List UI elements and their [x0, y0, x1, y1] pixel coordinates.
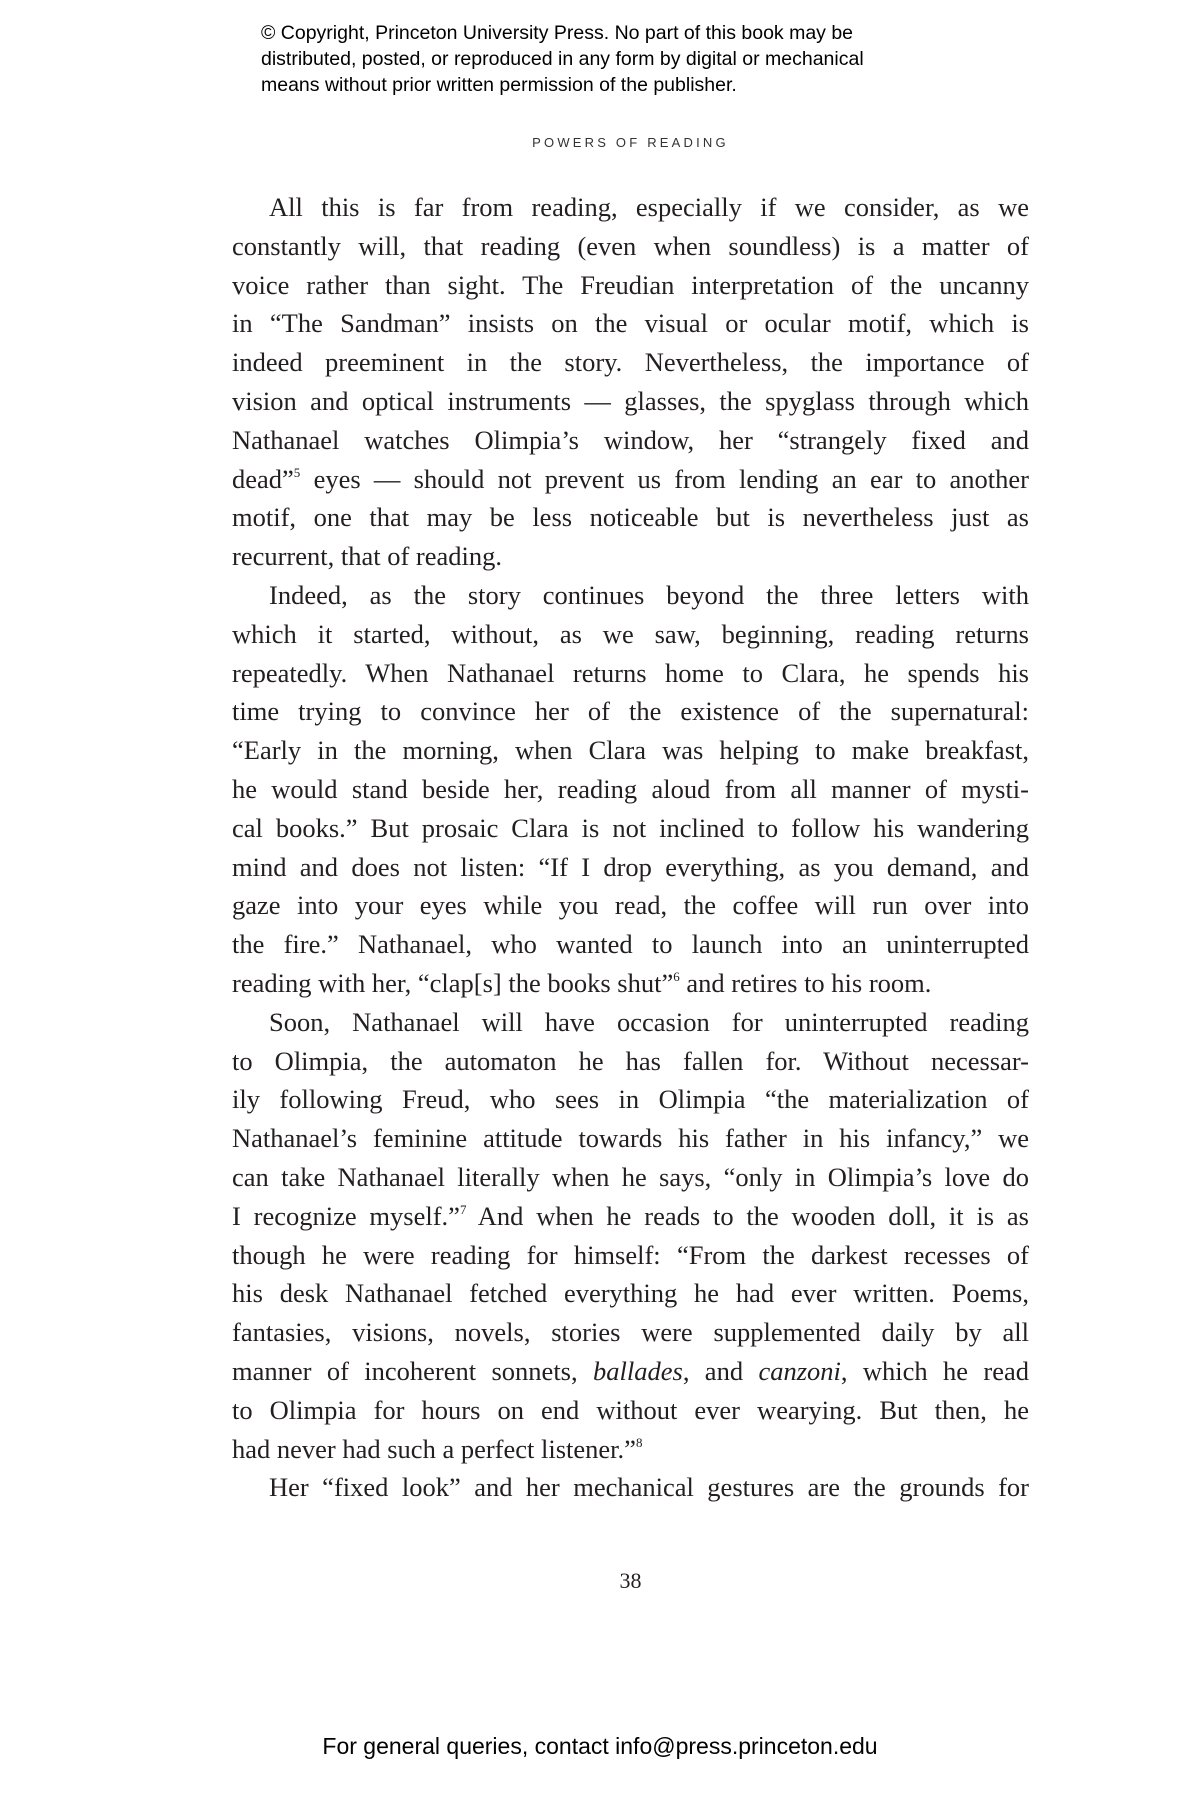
text-line: the fire.” Nathanael, who wanted to launch into an uninterrupted [232, 929, 1029, 960]
text-segment: I recognize myself.” [232, 1200, 460, 1231]
text-line: Nathanael watches Olimpia’s window, her “strangely fixed and [232, 424, 1029, 455]
text-line: though he were reading for himself: “From the darkest recesses of [232, 1239, 1029, 1270]
footnote-marker: 7 [459, 1201, 467, 1217]
text-line: he would stand beside her, reading aloud from all manner of mysti- [232, 773, 1029, 804]
text-line: can take Nathanael literally when he says, “only in Olimpia’s love do [232, 1161, 1029, 1192]
text-segment: manner of incoherent sonnets, [232, 1355, 578, 1386]
text-segment: reading with her, “clap[s] the books shut” [232, 967, 674, 998]
text-line: Nathanael’s feminine attitude towards his father in his infancy,” we [232, 1123, 1029, 1154]
text-segment: , and [682, 1355, 744, 1386]
text-line [232, 460, 1029, 499]
text-line: time trying to convince her of the existence of the supernatural: [232, 696, 1029, 727]
text-line: ily following Freud, who sees in Olimpia “the materialization of [232, 1084, 1029, 1115]
text-line [232, 1352, 1029, 1391]
text-line: in “The Sandman” insists on the visual or ocular motif, which is [232, 308, 1029, 339]
text-line: indeed preeminent in the story. Nevertheless, the importance of [232, 347, 1029, 378]
text-line: fantasies, visions, novels, stories were supplemented daily by all [232, 1317, 1029, 1348]
italic-term: canzoni [758, 1355, 841, 1386]
copyright-line: © Copyright, Princeton University Press. No part of this book may be [261, 22, 854, 44]
text-line: voice rather than sight. The Freudian interpretation of the uncanny [232, 269, 1029, 300]
text-line: to Olimpia for hours on end without ever wearying. But then, he [232, 1394, 1029, 1425]
contact-footer: For general queries, contact info@press.princeton.edu [322, 1733, 878, 1759]
copyright-line: distributed, posted, or reproduced in any form by digital or mechanical [261, 48, 864, 70]
footnote-marker: 5 [293, 464, 301, 480]
text-segment: And when he reads to the wooden doll, it is as [477, 1200, 1029, 1231]
text-line: motif, one that may be less noticeable but is nevertheless just as [232, 502, 1029, 533]
text-segment: had never had such a perfect listener.” [232, 1433, 636, 1464]
text-line [232, 1430, 1029, 1469]
text-line [232, 964, 1029, 1003]
text-line: Indeed, as the story continues beyond the three letters with [269, 579, 1029, 610]
text-line: constantly will, that reading (even when soundless) is a matter of [232, 230, 1029, 261]
text-line [232, 1197, 1029, 1236]
copyright-line: means without prior written permission of the publisher. [261, 74, 737, 96]
running-head: POWERS OF READING [532, 135, 729, 150]
text-line: which it started, without, as we saw, beginning, reading returns [232, 618, 1029, 649]
text-line: Her “fixed look” and her mechanical gestures are the grounds for [269, 1472, 1029, 1503]
text-line: gaze into your eyes while you read, the coffee will run over into [232, 890, 1029, 921]
text-line: cal books.” But prosaic Clara is not inclined to follow his wandering [232, 812, 1029, 843]
text-line: mind and does not listen: “If I drop everything, as you demand, and [232, 851, 1029, 882]
copyright-notice [261, 20, 1001, 98]
text-line: vision and optical instruments — glasses, the spyglass through which [232, 385, 1029, 416]
footnote-marker: 6 [673, 968, 680, 984]
italic-term: ballades [593, 1355, 683, 1386]
text-line: All this is far from reading, especially if we consider, as we [269, 192, 1029, 222]
text-line: recurrent, that of reading. [232, 541, 503, 572]
text-line: his desk Nathanael fetched everything he had ever written. Poems, [232, 1278, 1029, 1309]
text-segment: dead” [232, 463, 294, 494]
text-segment: eyes — should not prevent us from lending an ear to another [313, 463, 1029, 494]
body-text [232, 188, 1029, 1507]
text-line: to Olimpia, the automaton he has fallen for. Without necessar- [232, 1045, 1029, 1076]
text-segment: , which he read [840, 1355, 1030, 1386]
text-line: Soon, Nathanael will have occasion for uninterrupted reading [269, 1006, 1029, 1037]
text-line: repeatedly. When Nathanael returns home to Clara, he spends his [232, 657, 1029, 688]
text-line: “Early in the morning, when Clara was helping to make breakfast, [232, 735, 1029, 766]
page-number: 38 [619, 1568, 642, 1593]
footnote-marker: 8 [635, 1434, 643, 1450]
text-segment: and retires to his room. [686, 967, 932, 998]
